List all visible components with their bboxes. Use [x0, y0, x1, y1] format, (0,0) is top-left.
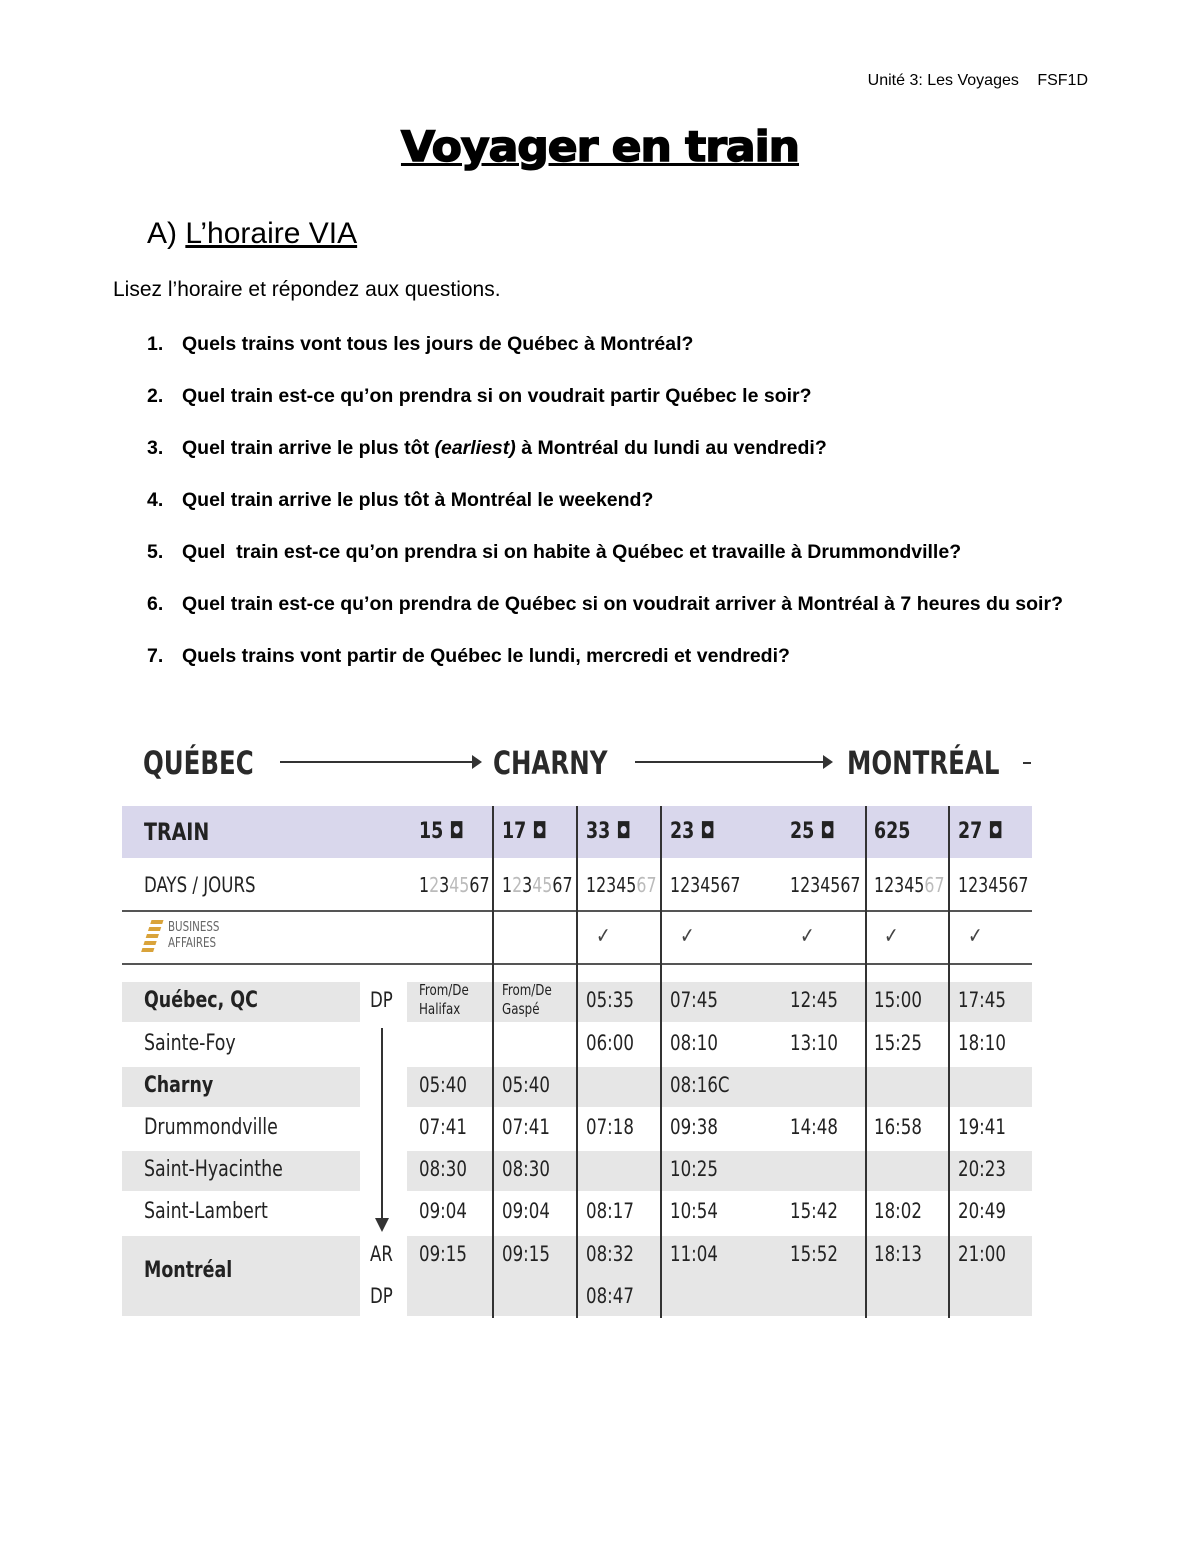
day-available: 67	[469, 873, 490, 897]
departure-time: 08:30	[502, 1157, 550, 1181]
page-header	[854, 72, 1088, 90]
train-number: 15 ◘	[419, 819, 464, 844]
route-origin: QUÉBEC	[143, 744, 254, 782]
station-data-band	[407, 1151, 1032, 1191]
departure-time: 06:00	[586, 1031, 634, 1055]
origin-note: From/De Gaspé	[502, 981, 552, 1018]
departure-time: 10:25	[670, 1157, 718, 1181]
departure-time: 10:54	[670, 1199, 718, 1223]
train-number: 25 ◘	[790, 819, 835, 844]
page-title: Voyager en train	[400, 122, 800, 171]
train-days	[790, 873, 861, 897]
departure-time: 13:10	[790, 1031, 838, 1055]
train-days	[586, 873, 657, 897]
business-label: BUSINESS	[168, 920, 220, 935]
business-check-icon: ✓	[968, 924, 983, 949]
departure-time: 20:49	[958, 1199, 1006, 1223]
day-available: 1234567	[670, 873, 741, 897]
route-arrow-icon	[280, 761, 480, 763]
question-text: Quel train arrive le plus tôt à Montréal le weekend?	[182, 489, 654, 511]
route-arrow-icon	[635, 761, 831, 763]
question-text-emphasis: (earliest)	[434, 437, 516, 459]
stop-type-code: DP	[370, 1284, 393, 1308]
day-unavailable: 45	[449, 873, 470, 897]
day-available: 12345	[874, 873, 925, 897]
question-number: 3.	[147, 437, 164, 459]
departure-time: 09:15	[419, 1242, 467, 1266]
question-item	[147, 536, 1087, 568]
departure-time: 09:38	[670, 1115, 718, 1139]
column-divider	[948, 806, 950, 1318]
train-number: 33 ◘	[586, 819, 631, 844]
question-text: Quel train est-ce qu’on prendra de Québec si on voudrait arriver à Montréal à 7 heures du soir?	[182, 593, 1063, 615]
departure-time: 08:17	[586, 1199, 634, 1223]
question-item	[147, 484, 1087, 516]
departure-time: 16:58	[874, 1115, 922, 1139]
departure-time: 18:02	[874, 1199, 922, 1223]
station-data-band	[407, 1236, 1032, 1316]
question-number: 7.	[147, 645, 164, 667]
departure-time: 08:10	[670, 1031, 718, 1055]
day-unavailable: 2	[512, 873, 523, 897]
question-text-post: à Montréal du lundi au vendredi?	[515, 437, 827, 459]
business-check-icon: ✓	[680, 924, 695, 949]
day-available: 1234567	[790, 873, 861, 897]
departure-time: 17:45	[958, 988, 1006, 1012]
column-divider	[576, 806, 578, 1318]
route-destination: MONTRÉAL	[847, 744, 1000, 782]
departure-time: 11:04	[670, 1242, 718, 1266]
train-label: TRAIN	[144, 818, 210, 846]
day-available: 1	[502, 873, 513, 897]
departure-time: 07:45	[670, 988, 718, 1012]
train-days	[958, 873, 1029, 897]
train-days	[419, 873, 490, 897]
day-available: 1234567	[958, 873, 1029, 897]
station-name: Charny	[144, 1073, 214, 1098]
station-name: Saint-Lambert	[144, 1199, 268, 1224]
direction-arrow-line	[381, 1028, 383, 1220]
day-available: 3	[439, 873, 450, 897]
departure-time: 08:32	[586, 1242, 634, 1266]
train-number: 17 ◘	[502, 819, 547, 844]
stop-type-code: AR	[370, 1242, 393, 1266]
question-number: 6.	[147, 593, 164, 615]
departure-time: 09:04	[419, 1199, 467, 1223]
column-divider	[865, 806, 867, 1318]
departure-time: 12:45	[790, 988, 838, 1012]
train-days	[874, 873, 945, 897]
course-code: FSF1D	[1037, 72, 1088, 89]
timetable	[122, 806, 1032, 1318]
departure-time: 20:23	[958, 1157, 1006, 1181]
station-name: Sainte-Foy	[144, 1031, 236, 1056]
train-number: 27 ◘	[958, 819, 1003, 844]
question-text: Quels trains vont partir de Québec le lundi, mercredi et vendredi?	[182, 645, 790, 667]
departure-time: 05:35	[586, 988, 634, 1012]
departure-time: 19:41	[958, 1115, 1006, 1139]
question-item	[147, 588, 1087, 620]
day-available: 67	[552, 873, 573, 897]
route-header	[143, 740, 1043, 790]
question-item	[147, 640, 1087, 672]
departure-time: 08:16C	[670, 1073, 730, 1097]
day-available: 1	[419, 873, 430, 897]
days-label: DAYS / JOURS	[144, 873, 256, 897]
day-unavailable: 67	[924, 873, 945, 897]
business-label: AFFAIRES	[168, 936, 217, 951]
section-letter: A)	[147, 217, 177, 250]
departure-time: 08:30	[419, 1157, 467, 1181]
question-number: 5.	[147, 541, 164, 563]
business-check-icon: ✓	[884, 924, 899, 949]
departure-time: 15:52	[790, 1242, 838, 1266]
departure-time: 05:40	[419, 1073, 467, 1097]
departure-time: 15:25	[874, 1031, 922, 1055]
question-text: Quels trains vont tous les jours de Québec à Montréal?	[182, 333, 694, 355]
departure-time: 15:00	[874, 988, 922, 1012]
train-days	[502, 873, 573, 897]
question-number: 4.	[147, 489, 164, 511]
question-number: 2.	[147, 385, 164, 407]
departure-time: 15:42	[790, 1199, 838, 1223]
day-unavailable: 67	[636, 873, 657, 897]
question-text-pre: Quel train arrive le plus tôt	[182, 437, 435, 459]
station-data-band	[407, 982, 1032, 1022]
station-name: Drummondville	[144, 1115, 278, 1140]
departure-time: 08:47	[586, 1284, 634, 1308]
business-class-icon	[140, 920, 163, 954]
business-check-icon: ✓	[800, 924, 815, 949]
station-name: Québec, QC	[144, 988, 258, 1013]
train-number: 625	[874, 819, 911, 844]
question-text	[182, 432, 827, 464]
question-item	[147, 432, 1087, 464]
column-divider	[660, 806, 662, 1318]
question-list	[147, 328, 1087, 692]
departure-time: 09:15	[502, 1242, 550, 1266]
section-title: L’horaire VIA	[185, 217, 358, 250]
origin-note: From/De Halifax	[419, 981, 469, 1018]
question-text: Quel train est-ce qu’on prendra si on habite à Québec et travaille à Drummondville?	[182, 541, 962, 563]
departure-time: 18:13	[874, 1242, 922, 1266]
unit-label: Unité 3: Les Voyages	[867, 72, 1019, 89]
departure-time: 07:41	[419, 1115, 467, 1139]
departure-time: 09:04	[502, 1199, 550, 1223]
question-number: 1.	[147, 333, 164, 355]
departure-time: 21:00	[958, 1242, 1006, 1266]
question-item	[147, 328, 1087, 360]
departure-time: 07:41	[502, 1115, 550, 1139]
day-available: 3	[522, 873, 533, 897]
instruction-text: Lisez l’horaire et répondez aux questions.	[113, 278, 501, 301]
station-name: Montréal	[144, 1258, 233, 1283]
departure-time: 05:40	[502, 1073, 550, 1097]
direction-arrow-icon	[375, 1218, 389, 1232]
section-heading	[147, 217, 357, 251]
route-via: CHARNY	[493, 744, 608, 782]
day-unavailable: 2	[429, 873, 440, 897]
departure-time: 07:18	[586, 1115, 634, 1139]
day-unavailable: 45	[532, 873, 553, 897]
route-continuation-dash	[1023, 762, 1031, 764]
departure-time: 18:10	[958, 1031, 1006, 1055]
question-item	[147, 380, 1087, 412]
train-days	[670, 873, 741, 897]
column-divider	[492, 806, 494, 1318]
stop-type-code: DP	[370, 988, 393, 1012]
day-available: 12345	[586, 873, 637, 897]
train-number: 23 ◘	[670, 819, 715, 844]
departure-time: 14:48	[790, 1115, 838, 1139]
station-name: Saint-Hyacinthe	[144, 1157, 283, 1182]
business-check-icon: ✓	[596, 924, 611, 949]
question-text: Quel train est-ce qu’on prendra si on voudrait partir Québec le soir?	[182, 385, 812, 407]
